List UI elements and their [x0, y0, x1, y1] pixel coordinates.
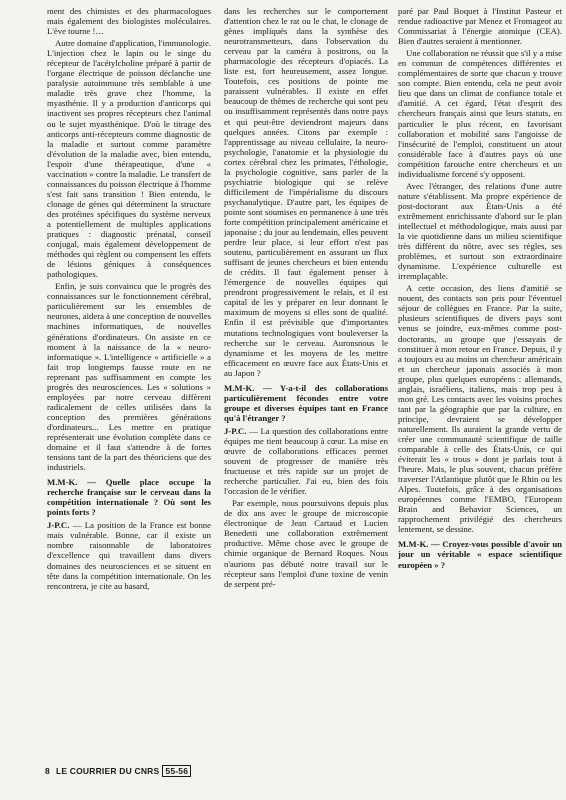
question-text: — Croyez-vous possible d'avoir un jour un véritable « espace scientifique européen » ? — [398, 539, 562, 570]
paragraph: dans les recherches sur le comportement d'attention chez le rat ou le chat, le clonage de gènes impliqués dans la synthèse des neurotransmetteurs, dans l'observation du cerveau par la caméra à positrons, ou la pharmacologie des récepteurs d'opiacés. La liste est, fort heureusement, assez longue. Toutefois, ces positions de pointe me paraissent vulnérables. Il existe en effet beaucoup de thèmes de recherche qui sont peu ou insuffisamment représentés dans notre pays et qui peut-être deviendront majeurs dans quelques années. Citons par exemple : l'apprentissage au niveau cellulaire, la neuro-psychologie, l'anatomie et la physiologie du cortex cérébral chez les primates, l'éthologie, la psychologie cognitive, sans parler de la psychiatrie biologique qui se relève difficilement de l'impérialisme du discours psychanalytique. D'autre part, les équipes de pointe sont soumises en permanence à une très forte compétition principalement américaine et japonaise ; du jour au lendemain, elles peuvent perdre leur place, si leur effort n'est pas soutenu, particulièrement en assurant un flux suffisant de jeunes chercheurs et bien entendu de crédits. Il faut également penser à l'émergence de nouvelles équipes qui prendront progressivement le relais, et il est capital de les y préparer en leur donnant le maximum de moyens si elles sont de qualité. Enfin il est prévisible que d'importantes mutations technologiques vont bouleverser la recherche sur le cerveau. Auronsnous le dynamisme et les moyens de les mettre efficacement en œuvre face aux États-Unis et au Japon ? — [224, 6, 388, 378]
page-footer — [45, 766, 191, 776]
speaker-label: J-P.C. — [224, 425, 247, 436]
text-column-3 — [398, 6, 562, 786]
page-number: 8 — [45, 766, 50, 776]
answer-text: — La question des collaborations entre équipes me tient beaucoup à cœur. La mise en œuvre de collaborations efficaces permet souvent de progresser de manière très fructueuse et très rapide sur un projet de recherche particulier. J'ai eu, bien des fois l'occasion de le vérifier. — [224, 425, 388, 497]
paragraph: Une collaboration ne réussit que s'il y a mise en commun de compétences différentes et complémentaires de sorte que chacun y trouve son compte. Bien entendu, cela ne peut avoir lieu que dans un climat de confiance totale et d'amitié. A cet égard, l'état d'esprit des chercheurs français ainsi que leurs statuts, en particulier le plus récent, en favorisant collaboration et mobilité sans l'angoisse de l'insécurité de l'emploi, constituent un atout considérable face à d'autres pays où une compétition farouche entre chercheurs et un individualisme forcené s'y opposent. — [398, 48, 562, 179]
speaker-label: J-P.C. — [47, 520, 70, 531]
paragraph: Enfin, je suis convaincu que le progrès des connaissances sur le fonctionnement cérébral, particulièrement sur les ensembles de neurones, aidera à une conception de nouvelles machines informatiques, de nouvelles générations d'ordinateurs. On assiste en ce moment à la naissance de la « neuro-informatique ». L'intelligence « artificielle » a fait trop longtemps fausse route en ne reprenant pas suffisamment en compte les progrès des neurosciences. Les « solutions » employées par notre cerveau diffèrent radicalement de celles utilisées dans la conception des premières générations d'ordinateurs... Les mettre en pratique représenterait une évolution complète dans ce domaine et il faut s'attendre à de fortes tensions tant de la part des théoriciens que des industriels. — [47, 281, 211, 473]
answer-text: — La position de la France est bonne mais vulnérable. Bonne, car il existe un nombre raisonnable de laboratoires d'excellence qui travaillent dans divers domaines des neurosciences et se situent en tête dans la compétition internationale. On les rencontrera, je cite au hasard, — [47, 520, 211, 591]
paragraph: Par exemple, nous poursuivons depuis plus de dix ans avec le groupe de microscopie électronique de Jean Cartaud et Lucien Benedetti une collaboration extrêmement productive. Même chose avec le groupe de chimie organique de Bernard Roques. Nous n'aurions pas débuté notre travail sur le récepteur sans l'emploi d'une toxine de venin de serpent pré- — [224, 498, 388, 589]
interview-answer — [47, 520, 211, 590]
interview-question — [224, 383, 388, 423]
question-text: — Y-a-t-il des collaborations particulièrement fécondes entre votre groupe et diverses équipes tant en France qu'à l'étranger ? — [224, 382, 388, 423]
interview-question — [47, 477, 211, 517]
text-column-2 — [224, 6, 388, 786]
speaker-label: M.M-K. — [398, 539, 429, 550]
issue-number: 55-56 — [162, 765, 191, 777]
paragraph: Avec l'étranger, des relations d'une autre nature s'établissent. Ma propre expérience de post-doctorant aux États-Unis a été extrêmement enrichissante d'abord sur le plan intellectuel et méthodologique, mais aussi par la vie quotidienne dans un milieu scientifique très différent du nôtre, avec ses règles, ses problèmes, et surtout son extraordinaire dynamisme. L'expérience culturelle est irremplaçable. — [398, 180, 562, 282]
paragraph: Autre domaine d'application, l'immunologie. L'injection chez le lapin ou le singe du récepteur de l'acétylcholine préparé à partir de l'organe électrique de poisson déclanche une paralysie autoimmune très semblable à une maladie très grave chez l'homme, la myasthénie. Il y a production d'anticorps qui inactivent ses propres récepteurs chez l'animal ou le sujet myasthénique. D'où le titrage des anticorps anti-récepteurs comme diagnostic de la maladie et surtout comme paramètre d'évolution de la maladie avec, bien entendu, l'espoir d'une thérapeutique, d'une « vaccination » contre la maladie. Le transfert de connaissances du poisson électrique à l'homme s'est fait sans transition ! Bien entendu, le clonage de gènes qui déterminent la structure des protéines spécifiques du système nerveux a potentiellement de multiples applications pratiques : diagnostic prénatal, conseil conjugal, mais également développement de méthodes qui règlent ou compensent les effets de lésions géniques à conséquences pathologiques. — [47, 38, 211, 280]
publication-name: LE COURRIER DU CNRS — [55, 766, 160, 776]
question-text: — Quelle place occupe la recherche française sur le cerveau dans la compétition internationale ? Où sont les points forts ? — [47, 477, 211, 518]
speaker-label: M.M-K. — [47, 477, 78, 488]
paragraph: ment des chimistes et des pharmacologues mais également des biologistes moléculaires. L'ève tourne !… — [47, 6, 211, 37]
text-column-1 — [47, 6, 211, 756]
interview-question — [398, 539, 562, 569]
paragraph: A cette occasion, des liens d'amitié se nouent, des contacts son pris pour l'éventuel séjour de collègues en France. Par la suite, plusieurs scientifiques de divers pays sont venus se joindre, eux-mêmes comme post-doctorants, au groupe que j'essayais de constituer à mon retour en France. Depuis, il y a toujours eu au moins un chercheur américain et un chercheur japonais associés à mon groupe, plus quelques européens : allemands, anglais, israéliens, italiens, mais trop peu à mon gré. Les contacts avec les voisins proches tant par la géographie que par la culture, en principe, devraient se développer naturellement. Ils auraient la grande vertu de créer une communauté scientifique de taille comparable à celle des États-Unis, ce qui éviterait les « trous » dont je parlais tout à l'heure. Mais, le plus souvent, chacun préfère traverser l'Atlantique plutôt que le Rhin ou les Alpes. Toutefois, grâce à des organisations européennes comme l'EMBO, l'European Brain and Behavior Sciences, un rapprochement privilégié des chercheurs lentement, se dessine. — [398, 283, 562, 535]
speaker-label: M.M-K. — [224, 382, 255, 393]
paragraph: paré par Paul Boquet à l'Institut Pasteur et rendue radioactive par Menez et Fromageot au Commissariat à l'énergie atomique (CEA). Bien d'autres seraient à mentionner. — [398, 6, 562, 47]
interview-answer — [224, 426, 388, 496]
